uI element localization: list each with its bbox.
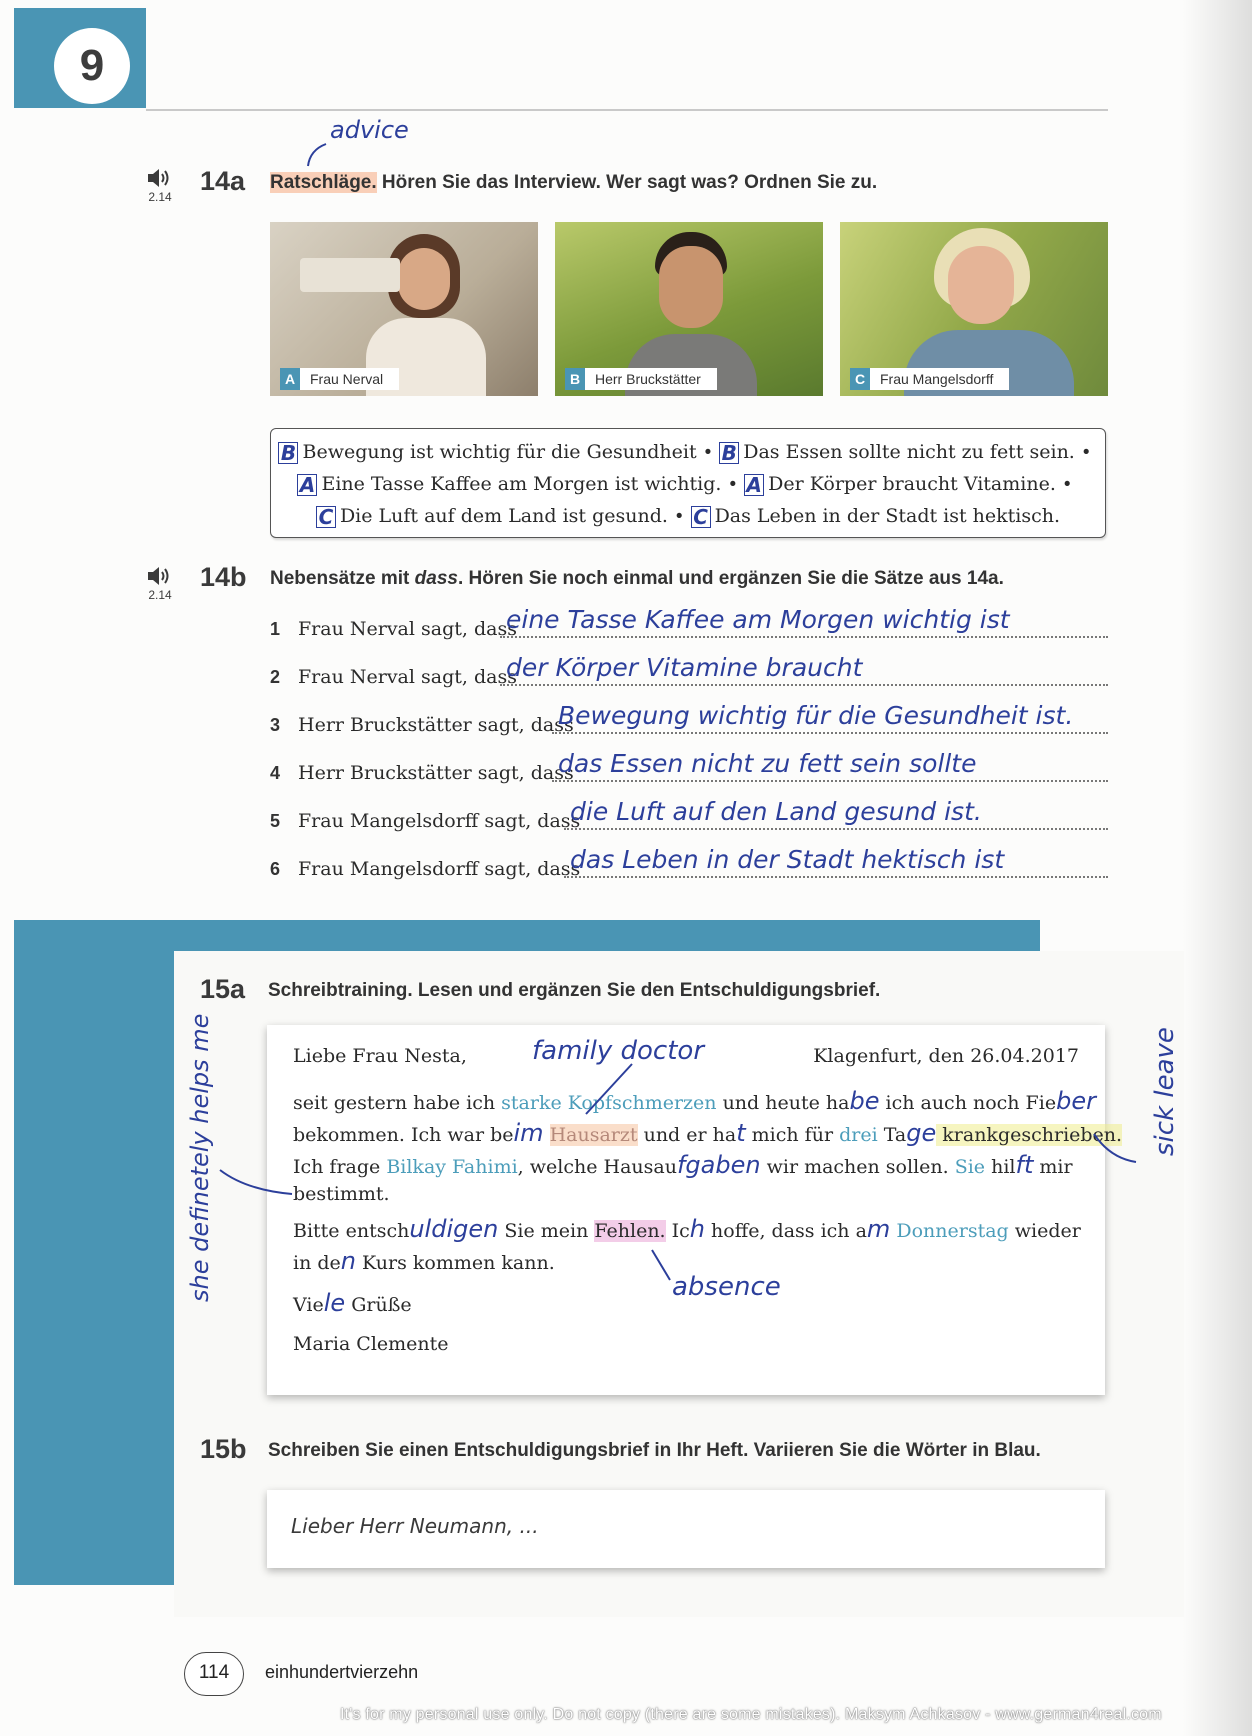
sentence-row-3: 3 Herr Bruckstätter sagt, dass Bewegung wichtig für die Gesundheit ist. xyxy=(268,700,1108,740)
statement-box xyxy=(270,428,1106,538)
watermark: It's for my personal use only. Do not copy (there are some mistakes). Maksym Achkasov - www.german4real.com xyxy=(340,1706,1162,1723)
handwritten-answer: der Körper Vitamine braucht xyxy=(506,653,863,682)
statement-text: Der Körper braucht Vitamine. xyxy=(768,473,1056,495)
letter-signature: Maria Clemente xyxy=(293,1333,449,1355)
statement-text: Das Leben in der Stadt ist hektisch. xyxy=(714,505,1061,527)
sentence-row-4: 4 Herr Bruckstätter sagt, dass das Essen nicht zu fett sein sollte xyxy=(268,748,1108,788)
gap-fill[interactable]: fgaben xyxy=(676,1151,761,1179)
gap-fill[interactable]: h xyxy=(689,1215,706,1243)
letter-line-2: bekommen. Ich war beim Hausarzt und er hat mich für drei Tage krankgeschrieben. xyxy=(293,1119,1123,1147)
label-letter: C xyxy=(850,368,870,390)
answer-field-1[interactable] xyxy=(500,604,1108,638)
handwritten-answer: die Luft auf den Land gesund ist. xyxy=(570,797,982,826)
answer-card[interactable] xyxy=(267,1490,1105,1568)
speaker-icon xyxy=(147,168,173,188)
statement-line-3: C Die Luft auf dem Land ist gesund. • C Das Leben in der Stadt ist hektisch. xyxy=(271,505,1105,528)
gap-fill[interactable]: t xyxy=(736,1119,746,1147)
letter-line-6: in den Kurs kommen kann. xyxy=(293,1247,555,1275)
statement-text: Das Essen sollte nicht zu fett sein. xyxy=(743,441,1075,463)
exercise-number-15b: 15b xyxy=(200,1434,247,1464)
statement-line-2: A Eine Tasse Kaffee am Morgen ist wichtig. • A Der Körper braucht Vitamine. • xyxy=(271,473,1105,496)
label-letter: B xyxy=(565,368,585,390)
gap-fill[interactable]: ft xyxy=(1015,1151,1034,1179)
photo-frau-mangelsdorff xyxy=(840,222,1108,396)
exercise-number-14a: 14a xyxy=(200,166,246,196)
answer-mark: A xyxy=(744,474,764,496)
letter-place-date: Klagenfurt, den 26.04.2017 xyxy=(813,1045,1079,1067)
annotation-sick-leave: sick leave xyxy=(1150,1027,1180,1156)
exercise-title-15a: Schreibtraining. Lesen und ergänzen Sie den Entschuldigungsbrief. xyxy=(268,980,881,1001)
gap-fill[interactable]: uldigen xyxy=(409,1215,499,1243)
handwritten-answer: Bewegung wichtig für die Gesundheit ist. xyxy=(558,701,1074,730)
label-letter: A xyxy=(280,368,300,390)
answer-field-3[interactable] xyxy=(552,700,1108,734)
letter-line-5: Bitte entschuldigen Sie mein Fehlen. Ich hoffe, dass ich am Donnerstag wieder xyxy=(293,1215,1081,1243)
letter-closing: Viele Grüße xyxy=(293,1289,412,1317)
annotation-helps: she definetely helps me xyxy=(186,1013,214,1302)
annotation-arrow xyxy=(300,140,330,170)
gap-fill[interactable]: ber xyxy=(1056,1087,1096,1115)
title-highlight-ratschlaege: Ratschläge. xyxy=(270,172,377,193)
photo-label-b xyxy=(565,368,717,390)
gap-fill[interactable]: ge xyxy=(906,1119,937,1147)
letter-line-1: seit gestern habe ich starke Kopfschmerzen und heute habe ich auch noch Fieber xyxy=(293,1087,1096,1115)
exercise-number-14b: 14b xyxy=(200,562,247,592)
exercise-number-15a: 15a xyxy=(200,974,246,1004)
header-rule xyxy=(146,109,1108,111)
answer-field-6[interactable] xyxy=(564,844,1108,878)
answer-start: Lieber Herr Neumann, ... xyxy=(291,1514,539,1538)
exercise-title-14b: Nebensätze mit dass. Hören Sie noch einmal und ergänzen Sie die Sätze aus 14a. xyxy=(270,568,1004,589)
exercise-title-14a xyxy=(270,172,877,194)
gap-fill[interactable]: im xyxy=(513,1119,544,1147)
annotation-line xyxy=(580,1060,640,1120)
annotation-line xyxy=(216,1166,296,1206)
audio-track-14a[interactable] xyxy=(140,168,180,204)
sentence-row-6: 6 Frau Mangelsdorff sagt, dass das Leben in der Stadt hektisch ist xyxy=(268,844,1108,884)
audio-track-number: 2.14 xyxy=(148,190,172,204)
answer-mark: B xyxy=(719,442,739,464)
answer-field-5[interactable] xyxy=(564,796,1108,830)
letter-salutation: Liebe Frau Nesta, xyxy=(293,1045,467,1067)
answer-mark: A xyxy=(297,474,317,496)
answer-field-4[interactable] xyxy=(552,748,1108,782)
sentence-row-1: 1 Frau Nerval sagt, dass eine Tasse Kaffee am Morgen wichtig ist xyxy=(268,604,1108,644)
handwritten-answer: eine Tasse Kaffee am Morgen wichtig ist xyxy=(506,605,1010,634)
answer-mark: B xyxy=(278,442,298,464)
page-number-word: einhundertvierzehn xyxy=(265,1662,419,1682)
title-rest: Hören Sie das Interview. Wer sagt was? Ordnen Sie zu. xyxy=(376,172,878,193)
statement-text: Eine Tasse Kaffee am Morgen ist wichtig. xyxy=(321,473,722,495)
gap-fill[interactable]: m xyxy=(866,1215,891,1243)
audio-track-number: 2.14 xyxy=(148,588,172,602)
sentence-row-5: 5 Frau Mangelsdorff sagt, dass die Luft auf den Land gesund ist. xyxy=(268,796,1108,836)
answer-mark: C xyxy=(316,506,336,528)
annotation-line xyxy=(1090,1128,1140,1168)
statement-text: Die Luft auf dem Land ist gesund. xyxy=(339,505,668,527)
letter-line-4: bestimmt. xyxy=(293,1183,390,1205)
letter-line-3: Ich frage Bilkay Fahimi, welche Hausaufgaben wir machen sollen. Sie hilft mir xyxy=(293,1151,1073,1179)
photo-frau-nerval xyxy=(270,222,538,396)
chapter-number: 9 xyxy=(54,28,130,104)
label-name: Herr Bruckstätter xyxy=(585,368,717,390)
answer-mark: C xyxy=(691,506,711,528)
exercise-title-15b: Schreiben Sie einen Entschuldigungsbrief in Ihr Heft. Variieren Sie die Wörter in Blau. xyxy=(268,1440,1041,1461)
photo-herr-bruckstaetter xyxy=(555,222,823,396)
annotation-line xyxy=(648,1248,678,1284)
answer-field-2[interactable] xyxy=(500,652,1108,686)
page-edge-shadow xyxy=(1182,0,1252,1736)
handwritten-answer: das Essen nicht zu fett sein sollte xyxy=(558,749,977,778)
label-name: Frau Mangelsdorff xyxy=(870,368,1009,390)
letter-card xyxy=(267,1025,1123,1395)
page-number: 114 xyxy=(184,1652,244,1696)
statement-text: Bewegung ist wichtig für die Gesundheit xyxy=(302,441,697,463)
handwritten-answer: das Leben in der Stadt hektisch ist xyxy=(570,845,1005,874)
speaker-icon xyxy=(147,566,173,586)
annotation-advice: advice xyxy=(330,116,409,144)
annotation-family-doctor: family doctor xyxy=(532,1036,705,1066)
photo-label-c xyxy=(850,368,1009,390)
gap-fill[interactable]: n xyxy=(340,1247,356,1275)
sentence-row-2: 2 Frau Nerval sagt, dass der Körper Vitamine braucht xyxy=(268,652,1108,692)
statement-line-1: B Bewegung ist wichtig für die Gesundheit • B Das Essen sollte nicht zu fett sein. • xyxy=(271,441,1105,464)
gap-fill[interactable]: le xyxy=(323,1289,346,1317)
label-name: Frau Nerval xyxy=(300,368,399,390)
photo-label-a xyxy=(280,368,399,390)
gap-fill[interactable]: be xyxy=(849,1087,880,1115)
audio-track-14b[interactable] xyxy=(140,566,180,602)
annotation-absence: absence xyxy=(672,1272,781,1302)
chapter-tab xyxy=(14,8,146,108)
